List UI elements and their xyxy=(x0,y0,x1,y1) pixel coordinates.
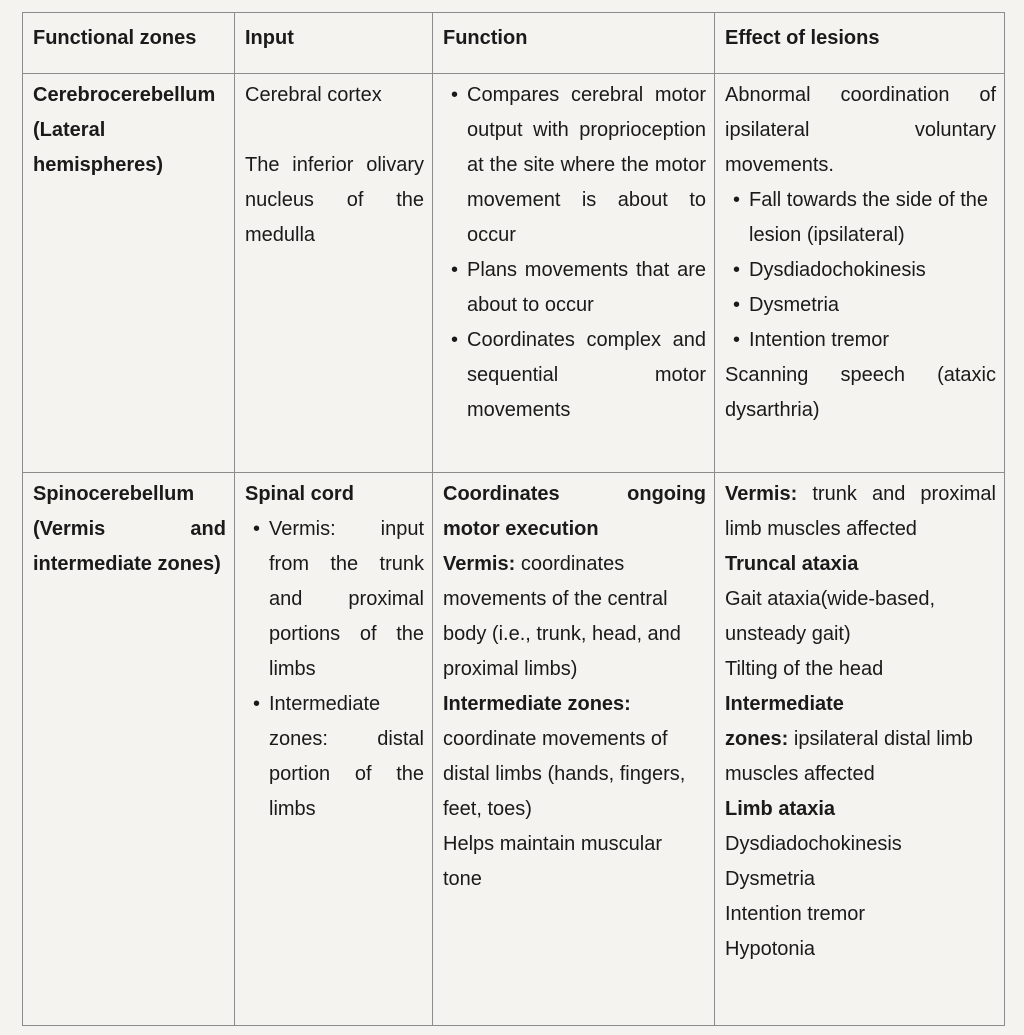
effect-list-item: Dysmetria xyxy=(725,868,816,890)
input-bullet: • Intermediate zones: distal portion of the limbs xyxy=(245,687,424,827)
input-text: The inferior olivary nucleus of the medulla xyxy=(245,154,424,246)
effect-label: Vermis: xyxy=(725,483,798,505)
zone-name: hemispheres) xyxy=(33,154,164,176)
effect-label: zones: xyxy=(725,728,789,750)
function-label: Vermis: xyxy=(443,553,516,575)
function-detail: coordinates movements of the central body (i.e., trunk, head, and proximal limbs) xyxy=(443,553,681,680)
effect-bullet: • Fall towards the side of the lesion (ipsilateral) xyxy=(725,183,996,253)
header-functional-zones: Functional zones xyxy=(23,13,235,74)
function-title: Coordinates ongoing motor execution xyxy=(443,483,706,540)
effect-label: Intermediate xyxy=(725,693,844,715)
header-function: Function xyxy=(433,13,715,74)
effect-text: Abnormal coordination of ipsilateral voluntary movements. xyxy=(725,84,996,176)
header-effect-of-lesions: Effect of lesions xyxy=(715,13,1005,74)
function-detail: coordinate movements of distal limbs (hands, fingers, feet, toes) xyxy=(443,728,686,820)
effect-text: Tilting of the head xyxy=(725,658,884,680)
effect-cell xyxy=(715,74,1005,473)
input-bullet: • Vermis: input from the trunk and proximal portions of the limbs xyxy=(245,512,424,687)
table-row xyxy=(23,473,1005,1026)
function-label: Intermediate zones: xyxy=(443,693,631,715)
table-row xyxy=(23,74,1005,473)
effect-text: Gait ataxia(wide-based, unsteady gait) xyxy=(725,588,936,645)
effect-bullet: • Dysmetria xyxy=(725,288,996,323)
function-cell xyxy=(433,473,715,1026)
effect-cell xyxy=(715,473,1005,1026)
zone-name: Cerebrocerebellum xyxy=(33,84,216,106)
effect-text: Scanning speech (ataxic dysarthria) xyxy=(725,364,996,421)
effect-detail: ipsilateral distal limb muscles affected xyxy=(725,728,973,785)
effect-list-item: Dysdiadochokinesis xyxy=(725,833,902,855)
input-cell xyxy=(235,74,433,473)
effect-list-item: Hypotonia xyxy=(725,938,816,960)
zone-cell xyxy=(23,74,235,473)
effect-title: Truncal ataxia xyxy=(725,553,859,575)
function-cell xyxy=(433,74,715,473)
function-bullet: • Plans movements that are about to occur xyxy=(443,253,706,323)
effect-bullet: • Intention tremor xyxy=(725,323,996,358)
zone-name: (Lateral xyxy=(33,119,106,141)
header-row xyxy=(23,13,1005,74)
function-text xyxy=(443,687,706,827)
input-cell xyxy=(235,473,433,1026)
function-bullet: • Compares cerebral motor output with proprioception at the site where the motor movement is about to occur xyxy=(443,78,706,253)
zone-cell xyxy=(23,473,235,1026)
input-title: Spinal cord xyxy=(245,483,354,505)
effect-bullet: • Dysdiadochokinesis xyxy=(725,253,996,288)
function-bullet: • Coordinates complex and sequential motor movements xyxy=(443,323,706,428)
effect-list-item: Intention tremor xyxy=(725,903,866,925)
zone-name: Spinocerebellum (Vermis and intermediate zones) xyxy=(33,483,226,575)
cerebellum-table xyxy=(22,12,1005,1026)
header-input: Input xyxy=(235,13,433,74)
effect-text xyxy=(725,722,996,792)
effect-title: Limb ataxia xyxy=(725,798,836,820)
function-text xyxy=(443,547,706,687)
input-text: Cerebral cortex xyxy=(245,84,382,106)
effect-detail: trunk and proximal limb muscles affected xyxy=(725,483,996,540)
function-text: Helps maintain muscular tone xyxy=(443,833,662,890)
effect-text xyxy=(725,477,996,547)
